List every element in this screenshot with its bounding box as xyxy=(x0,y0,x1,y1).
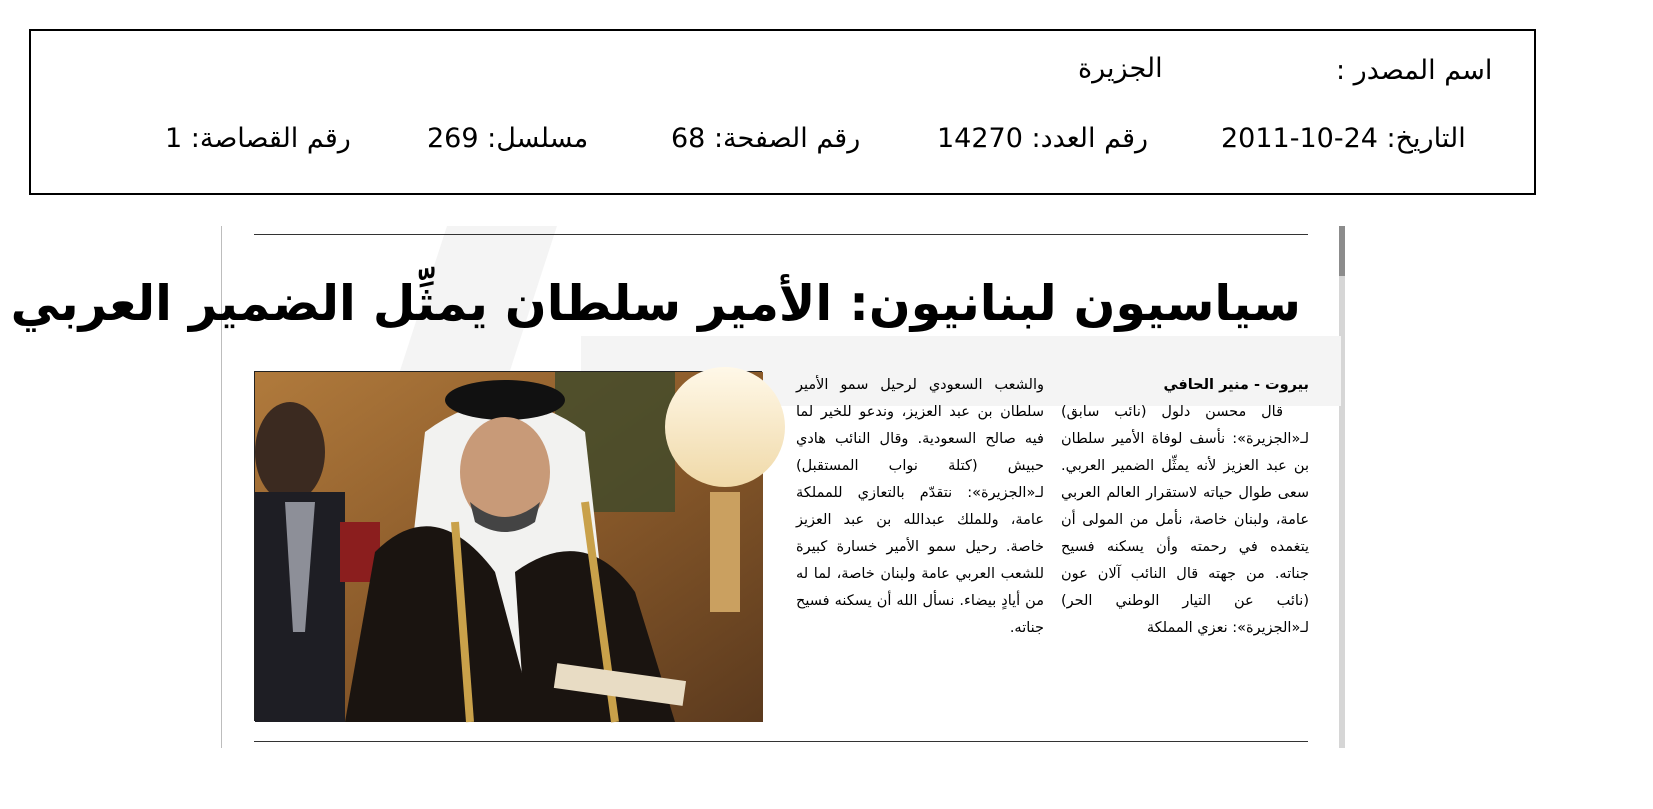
article-body-middle: والشعب السعودي لرحيل سمو الأمير سلطان بن عبد العزيز، وندعو للخير لما فيه صالح السعودية. وقال النائب هادي حبيش (كتلة نواب المستقبل) لـ«الجزيرة»: نتقدّم بالتعازي للمملكة عامة، وللملك عبدالله بن عبد العزيز خاصة. رحيل سمو الأمير خسارة كبيرة للشعب العربي عامة ولبنان خاصة، لما له من أيادٍ بيضاء. نسأل الله أن يسكنه فسيح جناته. xyxy=(796,377,1044,636)
article-body-right: قال محسن دلول (نائب سابق) لـ«الجزيرة»: نأسف لوفاة الأمير سلطان بن عبد العزيز لأنه يمثِّل الضمير العربي. سعى طوال حياته لاستقرار العالم العربي عامة، ولبنان خاصة، نأمل من المولى أن يتغمده في رحمته وأن يسكنه فسيح جناته. من جهته قال النائب آلان عون (نائب عن التيار الوطني الحر) لـ«الجزيرة»: نعزي المملكة xyxy=(1061,404,1309,636)
source-value: الجزيرة xyxy=(1078,53,1163,84)
date-field: التاريخ: 24-10-2011 xyxy=(1221,123,1466,154)
serial-number-field: مسلسل: 269 xyxy=(427,123,589,154)
photo-illustration xyxy=(255,372,763,722)
clip-scroll-edge xyxy=(1339,226,1345,748)
clip-number-field: رقم القصاصة: 1 xyxy=(165,123,351,154)
article-photo xyxy=(254,371,762,721)
source-label: اسم المصدر : xyxy=(1336,55,1493,86)
article-byline: بيروت - منير الحافي xyxy=(1163,377,1309,393)
newspaper-clipping xyxy=(10,226,1345,748)
article-headline: سياسيون لبنانيون: الأمير سلطان يمثِّل الضمير العربي xyxy=(10,275,1301,332)
article-column-right xyxy=(1061,372,1309,642)
page-number-field: رقم الصفحة: 68 xyxy=(671,123,861,154)
article-column-middle xyxy=(796,372,1044,642)
top-rule xyxy=(254,234,1308,235)
source-metadata-box xyxy=(29,29,1536,195)
issue-number-field: رقم العدد: 14270 xyxy=(937,123,1149,154)
bottom-rule xyxy=(254,741,1308,742)
